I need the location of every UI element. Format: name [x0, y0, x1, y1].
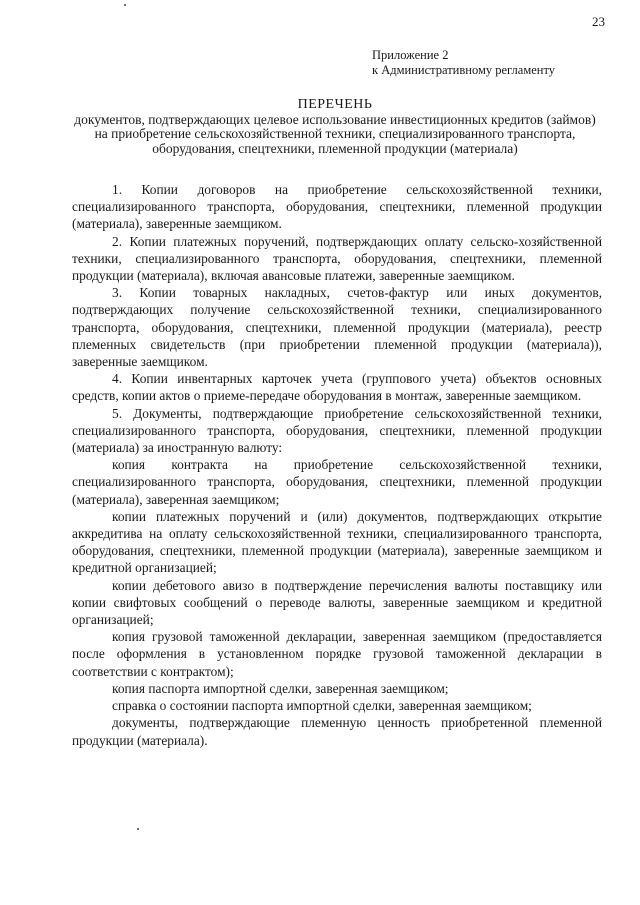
document-body [72, 181, 602, 749]
list-item: 2. Копии платежных поручений, подтверждающих оплату сельско-хозяйственной техники, специализированного транспорта, оборудования, спецтехники, племенной продукции (материала), включая авансовые платежи, заверенные заемщиком. [72, 233, 602, 284]
list-item: 5. Документы, подтверждающие приобретение сельскохозяйственной техники, специализированного транспорта, оборудования, спецтехники, племенной продукции (материала) за иностранную валюту: [72, 405, 602, 456]
sub-item: справка о состоянии паспорта импортной сделки, заверенная заемщиком; [112, 698, 532, 714]
document-title: ПЕРЕЧЕНЬ [297, 97, 373, 112]
appendix-line-1: Приложение 2 [372, 48, 449, 62]
sub-item: копия грузовой таможенной декларации, заверенная заемщиком (предоставляется после оформления в установленном порядке грузовой таможенной декларации в соответствии с контрактом); [72, 629, 602, 679]
appendix-line-2: к Административному регламенту [372, 63, 556, 77]
list-item: 4. Копии инвентарных карточек учета (группового учета) объектов основных средств, копии актов о приеме-передаче оборудования в монтаж, заверенные заемщиком. [72, 371, 602, 404]
appendix-note [372, 48, 555, 78]
sub-item: копии платежных поручений и (или) документов, подтверждающих открытие аккредитива на оплату сельскохозяйственной техники, специализированного транспорта, оборудования, спецтехники, племенной продукции (материала), заверенные заемщиком и кредитной организацией; [72, 508, 602, 576]
scan-speck [124, 4, 126, 6]
scan-speck [137, 828, 139, 830]
list-item: 1. Копии договоров на приобретение сельскохозяйственной техники, специализированного транспорта, оборудования, спецтехники, племенной продукции (материала), заверенные заемщиком. [72, 182, 602, 232]
sub-item: документы, подтверждающие племенную ценность приобретенной племенной продукции (материала). [72, 715, 602, 748]
document-header [70, 98, 600, 156]
sub-item: копия контракта на приобретение сельскохозяйственной техники, специализированного транспорта, оборудования, спецтехники, племенной продукции (материала), заверенная заемщиком; [72, 457, 602, 507]
sub-item: копия паспорта импортной сделки, заверенная заемщиком; [112, 680, 449, 696]
page-number: 23 [592, 14, 605, 29]
sub-item: копии дебетового авизо в подтверждение перечисления валюты поставщику или копии свифтовых сообщений о переводе валюты, заверенные заемщиком и кредитной организацией; [72, 577, 602, 628]
list-item: 3. Копии товарных накладных, счетов-фактур или иных документов, подтверждающих получение сельскохозяйственной техники, специализированного транспорта, оборудования, спецтехники, племенной продукции (материала), реестр племенных свидетельств (при приобретении племенной продукции (материала)), заверенные заемщиком. [72, 285, 602, 370]
document-subtitle: документов, подтверждающих целевое использование инвестиционных кредитов (займов) на приобретение сельскохозяйственной техники, специализированного транспорта, оборудования, спецтехники, племенной продукции (материала) [74, 111, 596, 156]
